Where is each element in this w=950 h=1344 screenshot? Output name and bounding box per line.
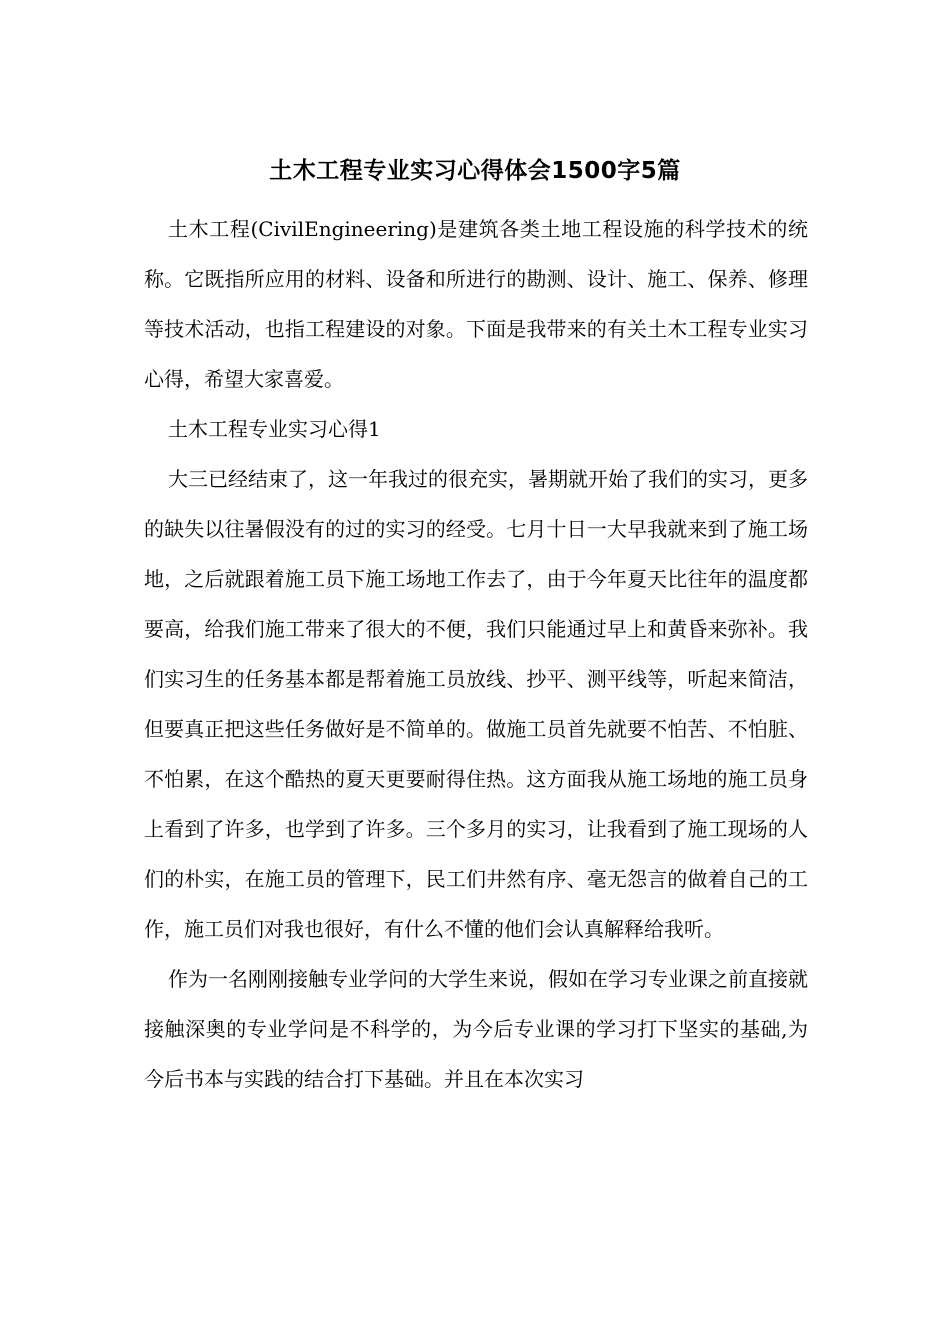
document-body bbox=[144, 204, 808, 1104]
paragraph-intro: 土木工程(CivilEngineering)是建筑各类土地工程设施的科学技术的统称。它既指所应用的材料、设备和所进行的勘测、设计、施工、保养、修理等技术活动，也指工程建设的对象。下面是我带来的有关土木工程专业实习心得，希望大家喜爱。 bbox=[144, 217, 808, 391]
paragraph-experience: 大三已经结束了，这一年我过的很充实，暑期就开始了我们的实习，更多的缺失以往暑假没有的过的实习的经受。七月十日一大早我就来到了施工场地，之后就跟着施工员下施工场地工作去了，由于今年夏天比往年的温度都要高，给我们施工带来了很大的不便，我们只能通过早上和黄昏来弥补。我们实习生的任务基本都是帮着施工员放线、抄平、测平线等，听起来简洁，但要真正把这些任务做好是不简单的。做施工员首先就要不怕苦、不怕脏、不怕累，在这个酷热的夏天更要耐得住热。这方面我从施工场地的施工员身上看到了许多，也学到了许多。三个多月的实习，让我看到了施工现场的人们的朴实，在施工员的管理下，民工们井然有序、毫无怨言的做着自己的工作，施工员们对我也很好，有什么不懂的他们会认真解释给我听。 bbox=[144, 467, 808, 941]
section-heading: 土木工程专业实习心得1 bbox=[168, 417, 381, 441]
paragraph-study: 作为一名刚刚接触专业学问的大学生来说，假如在学习专业课之前直接就接触深奥的专业学问是不科学的，为今后专业课的学习打下坚实的基础,为今后书本与实践的结合打下基础。并且在本次实习 bbox=[144, 967, 808, 1091]
document-title: 土木工程专业实习心得体会1500字5篇 bbox=[269, 158, 681, 184]
